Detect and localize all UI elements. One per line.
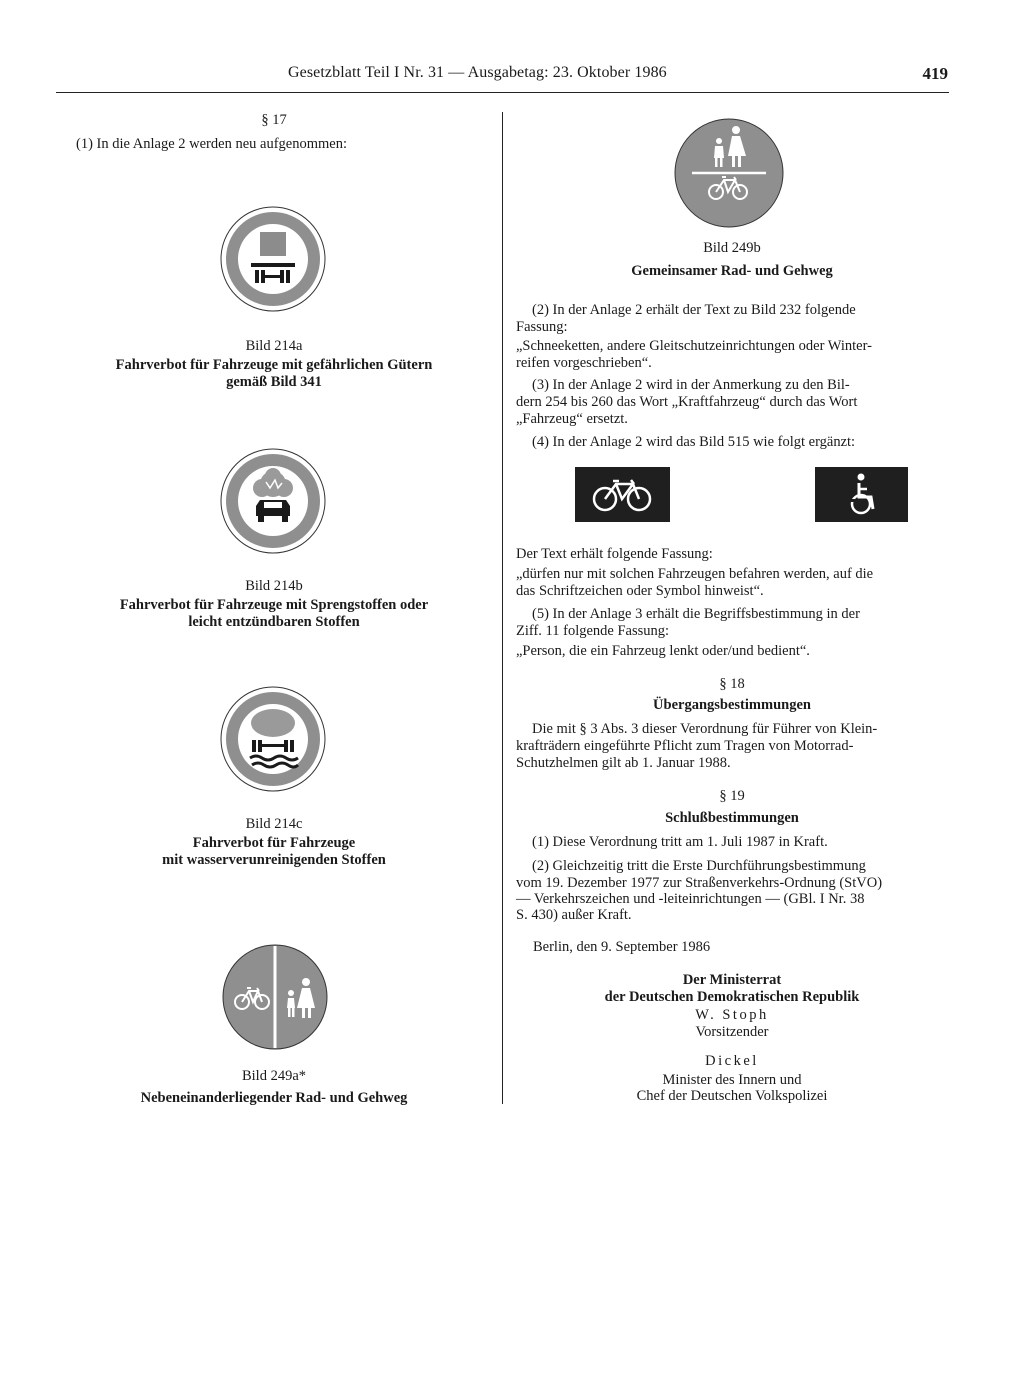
section-18-text: Schutzhelmen gilt ab 1. Januar 1988. [516,755,731,771]
quote-2: „Schneeketten, andere Gleitschutzeinrichtungen oder Winter- [516,338,872,354]
signatory-role: Vorsitzender [695,1024,769,1040]
paragraph-5-cont: Ziff. 11 folgende Fassung: [516,623,670,639]
section-19-p2: S. 430) außer Kraft. [516,907,632,923]
text-intro: Der Text erhält folgende Fassung: [516,546,713,562]
quote-2-cont: reifen vorgeschrieben“. [516,355,652,371]
figure-label: Bild 214a [245,338,303,354]
section-19-p2: — Verkehrszeichen und -leiteinrichtungen — (GBl. I Nr. 38 [516,891,865,907]
signatory-name: Dickel [705,1053,759,1069]
signatory-role: Chef der Deutschen Volkspolizei [636,1088,828,1104]
figure-caption: Fahrverbot für Fahrzeuge [192,835,356,851]
section-19-title: Schlußbestimmungen [665,810,799,826]
figure-label: Bild 214b [245,578,303,594]
section-18-heading: § 18 [719,676,745,692]
column-divider [502,112,503,1104]
signatory-body: der Deutschen Demokratischen Republik [604,989,860,1005]
water-pollutants-sign-icon [220,686,326,792]
page-number: 419 [922,64,948,83]
signatory-body: Der Ministerrat [682,972,782,988]
paragraph-4: (4) In der Anlage 2 wird das Bild 515 wie folgt ergänzt: [532,434,856,450]
signatory-role: Minister des Innern und [662,1072,802,1088]
bicycle-symbol-icon [575,467,670,522]
header-rule [56,92,949,93]
section-19-p2: (2) Gleichzeitig tritt die Erste Durchführungsbestimmung [532,858,866,874]
section-17-heading: § 17 [261,112,287,128]
figure-label: Bild 214c [245,816,303,832]
figure-caption: Nebeneinanderliegender Rad- und Gehweg [140,1090,408,1106]
quote-4-cont: das Schriftzeichen oder Symbol hinweist“. [516,583,764,599]
wheelchair-symbol-icon [815,467,908,522]
figure-caption: Fahrverbot für Fahrzeuge mit gefährlichen Gütern [115,357,433,373]
section-18-text: krafträdern eingeführte Pflicht zum Tragen von Motorrad- [516,738,854,754]
separated-bike-foot-path-sign-icon [222,944,328,1050]
signatory-name: W. Stoph [695,1007,769,1023]
shared-bike-foot-path-sign-icon [674,118,784,228]
paragraph-3: (3) In der Anlage 2 wird in der Anmerkung zu den Bil- [532,377,850,393]
quote-5: „Person, die ein Fahrzeug lenkt oder/und bedient“. [516,643,810,659]
paragraph-2-cont: Fassung: [516,319,568,335]
place-date: Berlin, den 9. September 1986 [533,939,711,955]
section-18-text: Die mit § 3 Abs. 3 dieser Verordnung für Führer von Klein- [532,721,878,737]
figure-caption: Gemeinsamer Rad- und Gehweg [631,263,833,279]
figure-label: Bild 249b [703,240,761,256]
section-19-p1: (1) Diese Verordnung tritt am 1. Juli 1987 in Kraft. [532,834,828,850]
figure-caption: Fahrverbot für Fahrzeuge mit Sprengstoffen oder [119,597,429,613]
paragraph-3-cont: dern 254 bis 260 das Wort „Kraftfahrzeug“ durch das Wort [516,394,858,410]
section-19-p2: vom 19. Dezember 1977 zur Straßenverkehrs-Ordnung (StVO) [516,875,883,891]
paragraph-5: (5) In der Anlage 3 erhält die Begriffsbestimmung in der [532,606,860,622]
explosives-sign-icon [220,448,326,554]
paragraph-2: (2) In der Anlage 2 erhält der Text zu Bild 232 folgende [532,302,856,318]
figure-caption: mit wasserverunreinigenden Stoffen [162,852,386,868]
section-19-heading: § 19 [719,788,745,804]
figure-caption: leicht entzündbaren Stoffen [188,614,360,630]
figure-caption: gemäß Bild 341 [226,374,322,390]
page-header [58,64,948,86]
figure-label: Bild 249a* [241,1068,307,1084]
gazette-title: Gesetzblatt Teil I Nr. 31 — Ausgabetag: 23. Oktober 1986 [288,64,667,81]
section-18-title: Übergangsbestimmungen [653,697,811,713]
section-17-intro: (1) In die Anlage 2 werden neu aufgenommen: [76,136,347,152]
quote-4: „dürfen nur mit solchen Fahrzeugen befahren werden, auf die [516,566,874,582]
hazardous-goods-sign-icon [220,206,326,312]
paragraph-3-cont: „Fahrzeug“ ersetzt. [516,411,628,427]
